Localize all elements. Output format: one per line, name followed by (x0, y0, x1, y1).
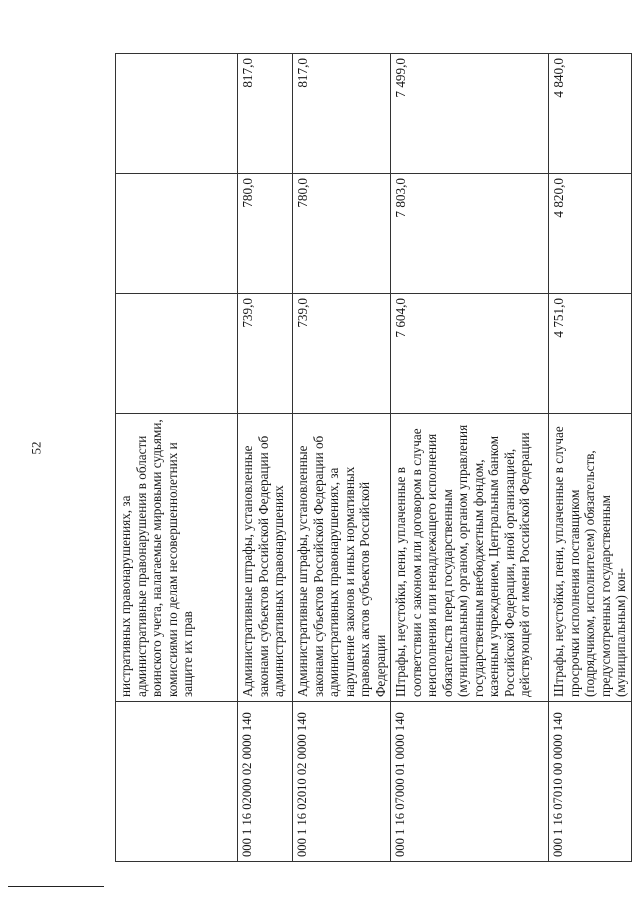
budget-table (115, 53, 632, 862)
budget-code-cell: 000 1 16 02010 02 0000 140 (293, 702, 391, 862)
value-cell-year-1: 739,0 (293, 294, 391, 414)
value-cell-year-2: 780,0 (238, 174, 293, 294)
budget-code-cell: 000 1 16 02000 02 0000 140 (238, 702, 293, 862)
revenue-name-cell: Административные штрафы, установленные законами субъектов Российской Федерации об административных правонарушениях, за нарушение законов и иных нормативных правовых актов субъектов Российской Федерации (293, 414, 391, 702)
value-cell-year-3: 7 499,0 (391, 54, 549, 174)
revenue-name-cell: нистративных правонарушениях, за административные правонарушения в области воинского учета, налагаемые мировыми судьями, комиссиями по делам несовершеннолетних и защите их прав (116, 414, 238, 702)
revenue-name-cell: Административные штрафы, установленные законами субъектов Российской Федерации об административных правонарушениях (238, 414, 293, 702)
budget-code-cell: 000 1 16 07010 00 0000 140 (549, 702, 632, 862)
value-cell-year-2: 780,0 (293, 174, 391, 294)
rotated-table-frame (115, 54, 628, 862)
value-cell-year-3: 817,0 (238, 54, 293, 174)
value-cell-year-1: 7 604,0 (391, 294, 549, 414)
table-row (293, 54, 391, 862)
value-cell-year-1: 739,0 (238, 294, 293, 414)
table-row (238, 54, 293, 862)
value-cell-year-1 (116, 294, 238, 414)
page-number: 52 (28, 441, 44, 455)
value-cell-year-3: 817,0 (293, 54, 391, 174)
value-cell-year-2: 4 820,0 (549, 174, 632, 294)
value-cell-year-3: 4 840,0 (549, 54, 632, 174)
budget-code-cell (116, 702, 238, 862)
footer-rule (8, 886, 104, 887)
value-cell-year-3 (116, 54, 238, 174)
value-cell-year-1: 4 751,0 (549, 294, 632, 414)
budget-code-cell: 000 1 16 07000 01 0000 140 (391, 702, 549, 862)
table-row (549, 54, 632, 862)
table-row (116, 54, 238, 862)
table-row (391, 54, 549, 862)
revenue-name-cell: Штрафы, неустойки, пени, уплаченные в случае просрочки исполнения поставщиком (подрядчиком, исполнителем) обязательств, предусмотренных государственным (муниципальным) кон- (549, 414, 632, 702)
revenue-name-cell: Штрафы, неустойки, пени, уплаченные в соответствии с законом или договором в случае неисполнения или ненадлежащего исполнения обязательств перед государственным (муниципальным) органом, органом управления государственным внебюджетным фондом, казенным учреждением, Центральным банком Российской Федерации, иной организацией, действующей от имени Российской Федерации (391, 414, 549, 702)
value-cell-year-2 (116, 174, 238, 294)
value-cell-year-2: 7 803,0 (391, 174, 549, 294)
